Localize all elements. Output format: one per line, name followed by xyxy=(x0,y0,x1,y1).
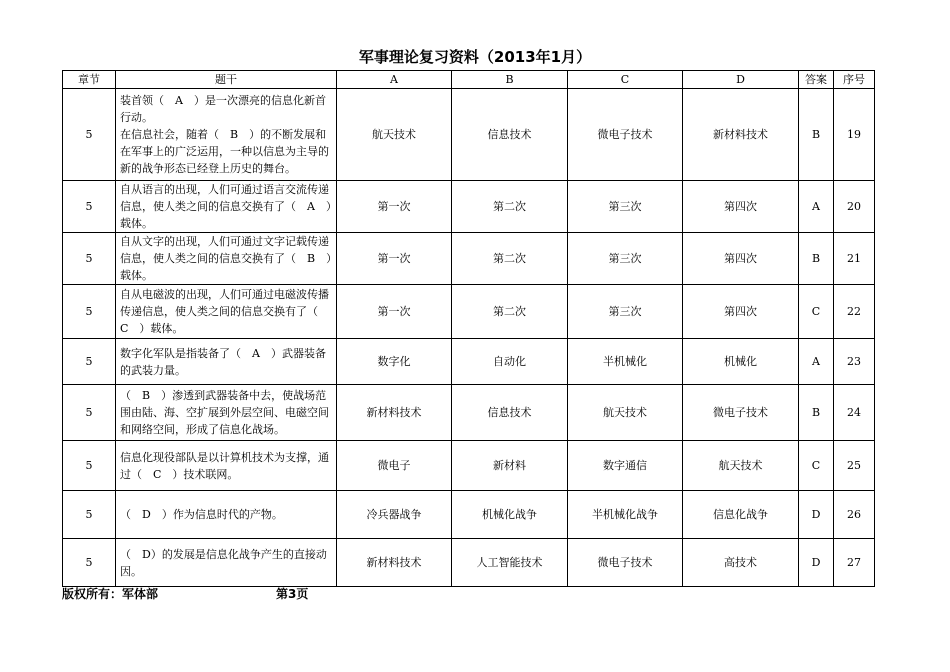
cell-option-b: 机械化战争 xyxy=(452,491,568,539)
cell-chapter: 5 xyxy=(63,285,116,339)
header-b: B xyxy=(452,71,568,89)
cell-stem: 自从文字的出现，人们可通过文字记载传递信息，使人类之间的信息交换有了（ B ）载体。 xyxy=(116,233,337,285)
cell-chapter: 5 xyxy=(63,89,116,181)
cell-option-b: 信息技术 xyxy=(452,385,568,441)
cell-option-a: 冷兵器战争 xyxy=(337,491,452,539)
cell-seq: 23 xyxy=(834,339,875,385)
header-a: A xyxy=(337,71,452,89)
table-row xyxy=(63,441,875,491)
cell-option-a: 微电子 xyxy=(337,441,452,491)
cell-option-c: 微电子技术 xyxy=(568,539,683,587)
cell-stem: 信息化现役部队是以计算机技术为支撑，通过（ C ）技术联网。 xyxy=(116,441,337,491)
cell-option-d: 第四次 xyxy=(683,233,799,285)
cell-option-c: 第三次 xyxy=(568,181,683,233)
cell-seq: 22 xyxy=(834,285,875,339)
cell-option-a: 新材料技术 xyxy=(337,385,452,441)
cell-option-c: 第三次 xyxy=(568,233,683,285)
cell-option-b: 自动化 xyxy=(452,339,568,385)
cell-seq: 20 xyxy=(834,181,875,233)
cell-seq: 27 xyxy=(834,539,875,587)
cell-option-d: 新材料技术 xyxy=(683,89,799,181)
cell-stem: 自从语言的出现，人们可通过语言交流传递信息，使人类之间的信息交换有了（ A ）载体。 xyxy=(116,181,337,233)
header-chapter: 章节 xyxy=(63,71,116,89)
cell-answer: D xyxy=(799,491,834,539)
table-row xyxy=(63,233,875,285)
stem-prev-text: 装首领（ A ）是一次漂亮的信息化新首行动。 xyxy=(120,94,326,124)
table-row xyxy=(63,181,875,233)
cell-option-d: 第四次 xyxy=(683,285,799,339)
table-row xyxy=(63,385,875,441)
page-number: 第3页 xyxy=(276,587,309,601)
cell-option-c: 航天技术 xyxy=(568,385,683,441)
header-stem: 题干 xyxy=(116,71,337,89)
cell-option-c: 数字通信 xyxy=(568,441,683,491)
cell-option-d: 机械化 xyxy=(683,339,799,385)
cell-chapter: 5 xyxy=(63,539,116,587)
cell-option-c: 微电子技术 xyxy=(568,89,683,181)
question-table xyxy=(62,70,875,587)
cell-option-a: 第一次 xyxy=(337,233,452,285)
cell-option-a: 第一次 xyxy=(337,181,452,233)
cell-option-a: 第一次 xyxy=(337,285,452,339)
header-d: D xyxy=(683,71,799,89)
table-row xyxy=(63,89,875,181)
cell-option-a: 数字化 xyxy=(337,339,452,385)
cell-seq: 19 xyxy=(834,89,875,181)
cell-seq: 25 xyxy=(834,441,875,491)
cell-chapter: 5 xyxy=(63,233,116,285)
cell-chapter: 5 xyxy=(63,441,116,491)
cell-option-a: 航天技术 xyxy=(337,89,452,181)
cell-stem: （ B ）渗透到武器装备中去，使战场范围由陆、海、空扩展到外层空间、电磁空间和网络空间，形成了信息化战场。 xyxy=(116,385,337,441)
cell-answer: B xyxy=(799,385,834,441)
cell-option-a: 新材料技术 xyxy=(337,539,452,587)
cell-stem: 数字化军队是指装备了（ A ）武器装备的武装力量。 xyxy=(116,339,337,385)
document-title: 军事理论复习资料（2013年1月） xyxy=(358,48,592,66)
cell-option-b: 第二次 xyxy=(452,233,568,285)
cell-seq: 26 xyxy=(834,491,875,539)
cell-option-c: 半机械化 xyxy=(568,339,683,385)
table-row xyxy=(63,539,875,587)
cell-option-d: 微电子技术 xyxy=(683,385,799,441)
table-row xyxy=(63,491,875,539)
cell-answer: A xyxy=(799,339,834,385)
cell-stem: （ D ）作为信息时代的产物。 xyxy=(116,491,337,539)
cell-option-b: 新材料 xyxy=(452,441,568,491)
header-seq: 序号 xyxy=(834,71,875,89)
cell-stem: 自从电磁波的出现，人们可通过电磁波传播传递信息，使人类之间的信息交换有了（ C ）载体。 xyxy=(116,285,337,339)
cell-seq: 24 xyxy=(834,385,875,441)
cell-option-b: 第二次 xyxy=(452,285,568,339)
cell-answer: C xyxy=(799,285,834,339)
stem-text: 在信息社会，随着（ B ）的不断发展和在军事上的广泛运用，一种以信息为主导的新的战争形态已经登上历史的舞台。 xyxy=(120,128,329,175)
cell-option-c: 第三次 xyxy=(568,285,683,339)
cell-option-c: 半机械化战争 xyxy=(568,491,683,539)
cell-answer: A xyxy=(799,181,834,233)
copyright-footer: 版权所有：军体部 xyxy=(62,587,159,601)
cell-chapter: 5 xyxy=(63,339,116,385)
cell-chapter: 5 xyxy=(63,181,116,233)
header-c: C xyxy=(568,71,683,89)
cell-option-d: 航天技术 xyxy=(683,441,799,491)
cell-stem: （ D）的发展是信息化战争产生的直接动因。 xyxy=(116,539,337,587)
cell-option-b: 第二次 xyxy=(452,181,568,233)
cell-answer: D xyxy=(799,539,834,587)
cell-answer: B xyxy=(799,233,834,285)
cell-option-b: 人工智能技术 xyxy=(452,539,568,587)
cell-option-d: 信息化战争 xyxy=(683,491,799,539)
header-answer: 答案 xyxy=(799,71,834,89)
cell-answer: B xyxy=(799,89,834,181)
table-header-row xyxy=(63,71,875,89)
cell-answer: C xyxy=(799,441,834,491)
cell-stem xyxy=(116,89,337,181)
cell-seq: 21 xyxy=(834,233,875,285)
cell-chapter: 5 xyxy=(63,491,116,539)
table-row xyxy=(63,285,875,339)
table-row xyxy=(63,339,875,385)
cell-option-d: 第四次 xyxy=(683,181,799,233)
cell-option-b: 信息技术 xyxy=(452,89,568,181)
cell-chapter: 5 xyxy=(63,385,116,441)
cell-option-d: 高技术 xyxy=(683,539,799,587)
